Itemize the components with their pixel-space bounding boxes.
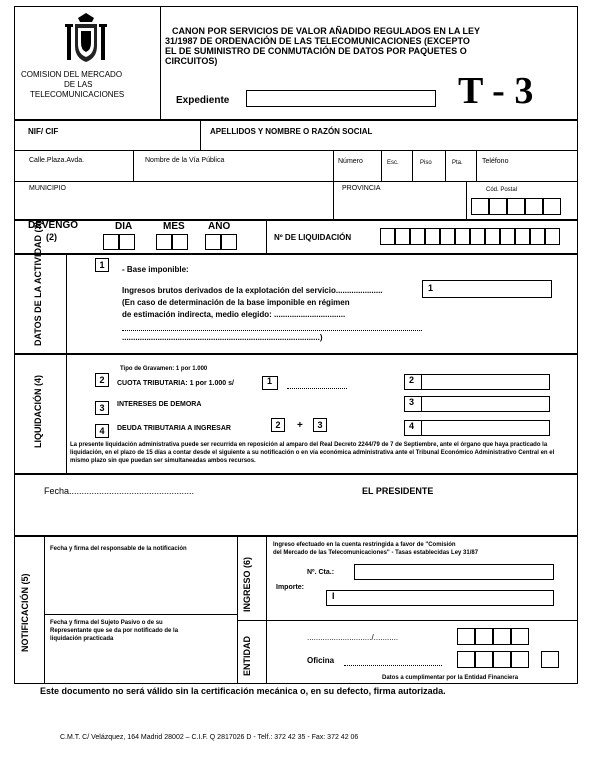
oficina-code-digit[interactable] [511,651,529,668]
ingreso-side-label: INGRESO (6) [242,556,252,612]
org-name-line1: COMISION DEL MERCADO [21,70,123,79]
entidad-date-line: ............................./........... [307,633,399,642]
box-3-marker: 3 [95,401,109,415]
estimacion-line1: (En caso de determinación de la base imponible en régimen [122,298,350,307]
dia-digit[interactable] [103,234,119,250]
street-type-label: Calle.Plaza.Avda. [29,157,85,164]
intereses-label: INTERESES DE DEMORA [117,401,202,408]
cta-label: Nº. Cta.: [307,569,335,576]
liquidacion-digit[interactable] [515,228,530,245]
expediente-label: Expediente [176,95,230,106]
liquidacion-digit[interactable] [380,228,395,245]
entidad-code-digit[interactable] [457,628,475,645]
esc-label: Esc. [387,160,399,166]
liquidacion-side-label: LIQUIDACIÓN (4) [33,375,43,448]
cod-postal-digit[interactable] [471,198,489,215]
entidad-code-digit[interactable] [511,628,529,645]
tipo-gravamen-label: Tipo de Gravamen: 1 por 1.000 [120,366,208,372]
cod-postal-digit[interactable] [489,198,507,215]
intereses-amount-ref: 3 [409,397,415,407]
deuda-label: DEUDA TRIBUTARIA A INGRESAR [117,425,231,432]
mes-label: MES [163,221,185,232]
liquidacion-digit[interactable] [440,228,455,245]
ano-digit[interactable] [221,234,237,250]
devengo-label: DEVENGO [28,220,79,231]
liquidacion-digit[interactable] [485,228,500,245]
ingreso-text-line2: del Mercado de las Telecomunicaciones" - Tasas establecidas Ley 31/87 [273,550,479,556]
cuota-amount-ref: 2 [409,375,415,385]
actividad-side-label: DATOS DE LA ACTIVIDAD (3) [33,221,43,346]
box-4-marker: 4 [95,424,109,438]
fecha-responsable-label: Fecha y firma del responsable de la notificación [50,546,187,552]
fecha-sujeto-line2: Representante que se da por notificado de la [50,628,179,634]
deuda-amount-field[interactable] [404,420,550,436]
cod-postal-digit[interactable] [525,198,543,215]
importe-ref: I [332,591,335,601]
numero-label: Número [338,158,363,165]
org-name-line2: DE LAS [64,80,93,89]
form-code: T - 3 [458,70,534,112]
cta-field[interactable] [354,564,554,580]
cod-postal-label: Cód. Postal [486,187,518,193]
liquidacion-number-label: Nº DE LIQUIDACIÓN [274,233,352,242]
dia-label: DIA [115,221,133,232]
oficina-code-digit[interactable] [475,651,493,668]
ano-digit[interactable] [205,234,221,250]
liquidacion-digit[interactable] [455,228,470,245]
intereses-amount-field[interactable] [404,396,550,412]
expediente-field[interactable] [246,90,436,107]
street-name-label: Nombre de la Vía Pública [145,157,225,164]
base-box-ref: 1 [428,283,434,293]
estimacion-line4: .........................................................................................) [122,333,323,342]
municipio-label: MUNICIPIO [29,185,66,192]
nif-label: NIF/ CIF [28,127,59,136]
fecha-sujeto-line1: Fecha y firma del Sujeto Pasivo o de su [50,620,163,626]
ingreso-text-line1: Ingreso efectuado en la cuenta restringida a favor de "Comisión [273,542,456,548]
liquidacion-digit[interactable] [500,228,515,245]
entidad-footer-note: Datos a cumplimentar por la Entidad Financiera [382,675,519,681]
presidente-label: EL PRESIDENTE [362,486,434,496]
fecha-sujeto-line3: liquidación practicada [50,636,114,642]
header-divider [160,6,161,120]
liquidacion-digit[interactable] [410,228,425,245]
cod-postal-digit[interactable] [543,198,561,215]
nif-field[interactable] [90,122,198,148]
coat-of-arms-icon [64,12,108,66]
cuota-label: CUOTA TRIBUTARIA: 1 por 1.000 s/ [117,380,234,387]
estimacion-line2: de estimación indirecta, medio elegido: ................................ [122,310,346,319]
ano-label: AÑO [208,221,231,232]
liquidacion-digit[interactable] [530,228,545,245]
name-field[interactable] [202,136,576,149]
piso-label: Piso [420,160,432,166]
box-2-marker: 2 [95,373,109,387]
plus-sign: + [297,420,303,431]
provincia-label: PROVINCIA [342,185,381,192]
liquidacion-digit[interactable] [425,228,440,245]
form-title-line2: 31/1987 DE ORDENACIÓN DE LAS TELECOMUNICACIONES (EXCEPTO [165,36,470,46]
liquidacion-digit[interactable] [470,228,485,245]
liquidacion-digit[interactable] [545,228,560,245]
deuda-ref-2: 2 [271,418,285,432]
mes-digit[interactable] [172,234,188,250]
base-imponible-amount-field[interactable] [422,280,552,298]
cuota-base-ref-num: 1 [267,376,273,386]
oficina-code-digit[interactable] [457,651,475,668]
form-title-line1: CANON POR SERVICIOS DE VALOR AÑADIDO REGULADOS EN LA LEY [172,26,481,36]
name-label: APELLIDOS Y NOMBRE O RAZÓN SOCIAL [210,127,373,136]
fecha-label: Fecha.................................................. [44,486,195,496]
base-imponible-label: - Base imponible: [122,265,189,274]
telefono-label: Teléfono [482,158,509,165]
entidad-side-label: ENTIDAD [242,636,252,676]
ingresos-brutos-line: Ingresos brutos derivados de la explotación del servicio..................... [122,286,383,295]
org-name-line3: TELECOMUNICACIONES [30,90,125,99]
mes-digit[interactable] [156,234,172,250]
cuota-amount-field[interactable] [404,374,550,390]
control-digit[interactable] [541,651,559,668]
oficina-code-digit[interactable] [493,651,511,668]
dia-digit[interactable] [119,234,135,250]
importe-label: Importe: [276,584,304,591]
form-title-line3: EL DE SUMINISTRO DE CONMUTACIÓN DE DATOS POR PAQUETES O [165,46,467,56]
form-title-line4: CIRCUITOS) [165,56,218,66]
deuda-ref-3: 3 [313,418,327,432]
entidad-code-digit[interactable] [475,628,493,645]
deuda-amount-ref: 4 [409,421,415,431]
pta-label: Pta. [452,160,463,166]
firma-frame [14,474,578,536]
notificacion-side-label: NOTIFICACIÓN (5) [20,573,30,652]
entidad-code-digit[interactable] [493,628,511,645]
address-line: C.M.T. C/ Velázquez, 164 Madrid 28002 – C.I.F. Q 2817026 D - Telf.: 372 42 35 - Fax: 372 42 06 [60,734,359,741]
box-1-marker: 1 [95,258,109,272]
liquidacion-digit[interactable] [395,228,410,245]
importe-field[interactable] [326,590,554,606]
validity-notice: Este documento no será válido sin la certificación mecánica o, en su defecto, firma autorizada. [40,686,446,696]
devengo-note: (2) [46,232,57,242]
cod-postal-digit[interactable] [507,198,525,215]
legal-notice: La presente liquidación administrativa puede ser recurrida en reposición al amparo del Real Decreto 2244/79 de 7 de Septiembre, ante el órgano que haya practicado la liquidación, en el plazo de 15 días a contar desde el siguiente a su notificación o en vía económica administrativa ante el Tribunal Económico Administrativo Central en el mismo plazo sin que puedan ser simultaneadas ambos recursos. [70,442,555,464]
oficina-label: Oficina [307,656,335,665]
